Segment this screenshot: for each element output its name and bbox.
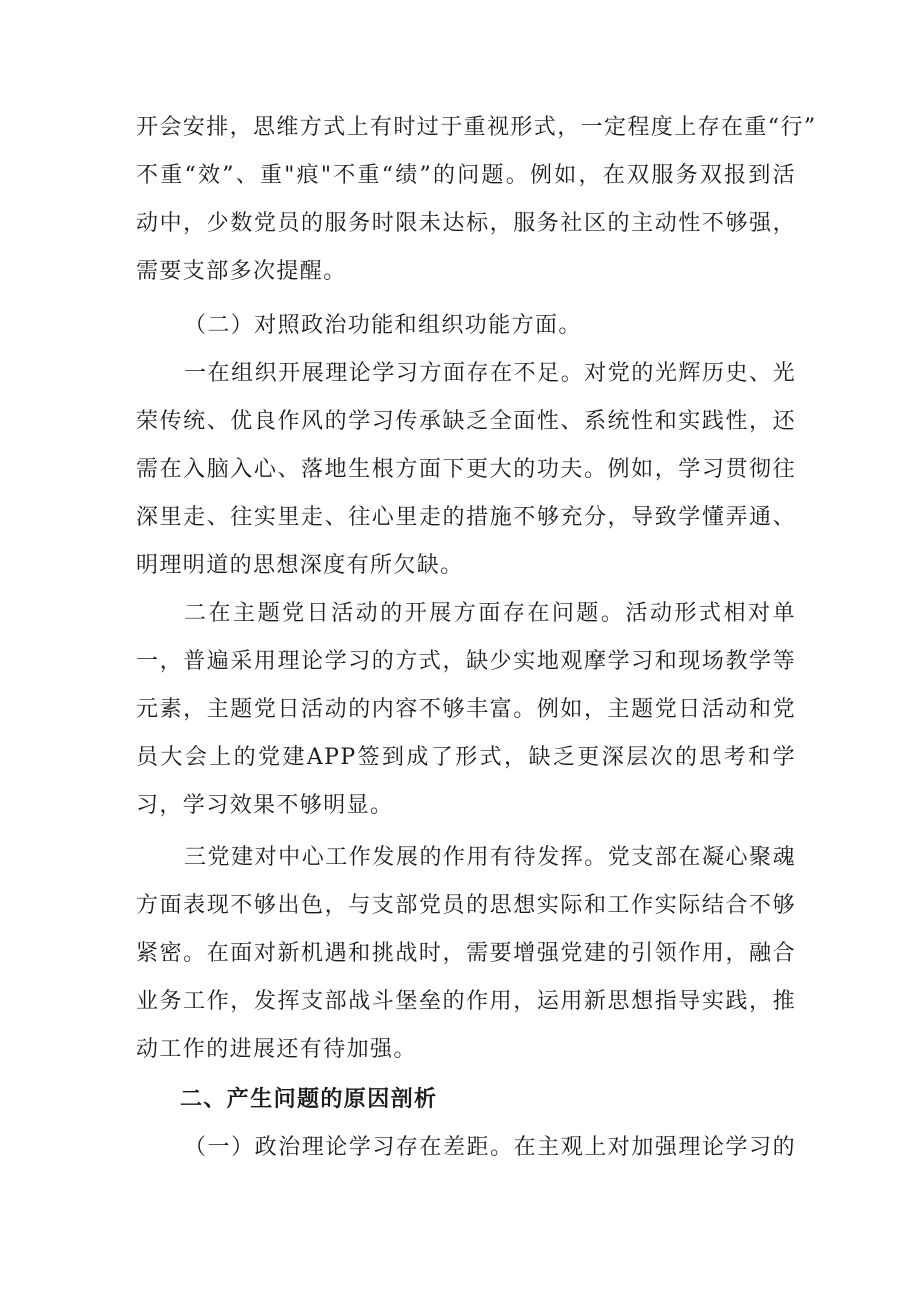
paragraph-3-line-5: 明理明道的思想深度有所欠缺。 — [136, 553, 464, 578]
paragraph-1-line-4: 需要支部多次提醒。 — [136, 259, 347, 284]
paragraph-1-line-3: 动中，少数党员的服务时限未达标，服务社区的主动性不够强， — [136, 211, 796, 236]
paragraph-4-line-5: 习，学习效果不够明显。 — [136, 793, 394, 818]
paragraph-3-line-1: 一在组织开展理论学习方面存在不足。对党的光辉历史、光 — [184, 361, 796, 386]
section-subheading-2: （二）对照政治功能和组织功能方面。 — [184, 313, 582, 338]
paragraph-4-line-2: 一，普遍采用理论学习的方式，缺少实地观摩学习和现场教学等 — [136, 649, 796, 674]
paragraph-5-line-2: 方面表现不够出色，与支部党员的思想实际和工作实际结合不够 — [136, 893, 796, 918]
paragraph-3-line-3: 需在入脑入心、落地生根方面下更大的功夫。例如，学习贯彻往 — [136, 457, 796, 482]
paragraph-5-line-3: 紧密。在面对新机遇和挑战时，需要增强党建的引领作用，融合 — [136, 941, 796, 966]
section-heading-2: 二、产生问题的原因剖析 — [180, 1087, 438, 1112]
paragraph-4-line-4: 员大会上的党建APP签到成了形式，缺乏更深层次的思考和学 — [136, 745, 796, 770]
paragraph-1-line-2: 不重“效”、重"痕"不重“绩”的问题。例如，在双服务双报到活 — [136, 163, 796, 188]
paragraph-1-line-1: 开会安排，思维方式上有时过于重视形式，一定程度上存在重“行” — [136, 115, 817, 140]
paragraph-3-line-4: 深里走、往实里走、往心里走的措施不够充分，导致学懂弄通、 — [136, 505, 796, 530]
paragraph-3-line-2: 荣传统、优良作风的学习传承缺乏全面性、系统性和实践性，还 — [136, 409, 796, 434]
paragraph-6-line-1: （一）政治理论学习存在差距。在主观上对加强理论学习的 — [184, 1135, 796, 1160]
paragraph-5-line-4: 业务工作，发挥支部战斗堡垒的作用，运用新思想指导实践，推 — [136, 989, 796, 1014]
paragraph-4-line-1: 二在主题党日活动的开展方面存在问题。活动形式相对单 — [184, 601, 796, 626]
paragraph-4-line-3: 元素，主题党日活动的内容不够丰富。例如，主题党日活动和党 — [136, 697, 796, 722]
paragraph-5-line-1: 三党建对中心工作发展的作用有待发挥。党支部在凝心聚魂 — [184, 845, 796, 870]
paragraph-5-line-5: 动工作的进展还有待加强。 — [136, 1037, 417, 1062]
